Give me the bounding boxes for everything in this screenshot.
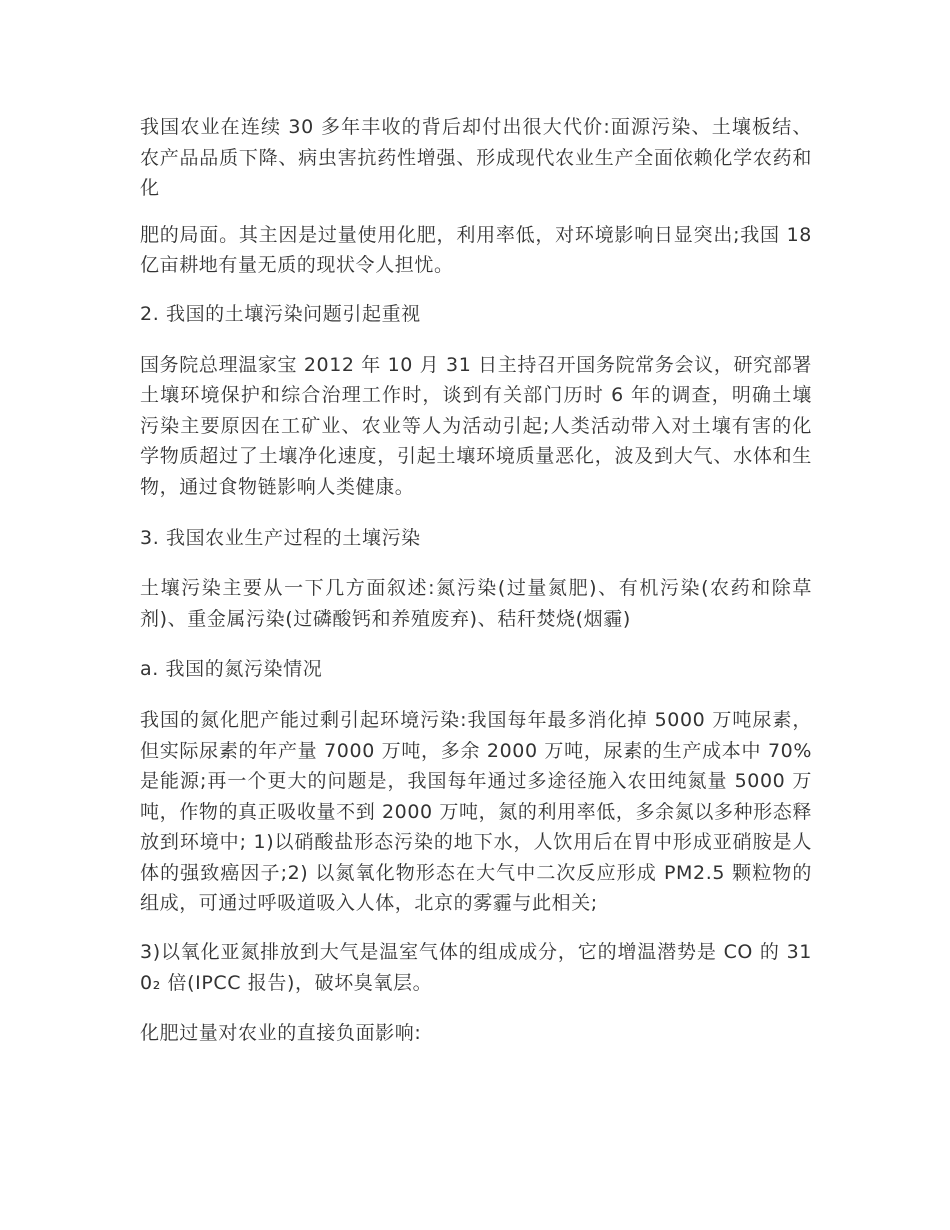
section-heading-soil-pollution-attention: 2. 我国的土壤污染问题引起重视	[140, 302, 421, 325]
section-heading-agricultural-soil-pollution: 3. 我国农业生产过程的土壤污染	[140, 526, 421, 549]
document-body	[140, 112, 812, 1069]
paragraph-state-council: 国务院总理温家宝 2012 年 10 月 31 日主持召开国务院常务会议，研究部署土壤环境保护和综合治理工作时，谈到有关部门历时 6 年的调查，明确土壤污染主要原因在工矿业、农业等人为活动引起;人类活动带入对土壤有害的化学物质超过了土壤净化速度，引起土壤环境质量恶化，波及到大气、水体和生物，通过食物链影响人类健康。	[140, 353, 812, 498]
paragraph-fertilizer-impact: 肥的局面。其主因是过量使用化肥，利用率低，对环境影响日显突出;我国 18 亿亩耕地有量无质的现状令人担忧。	[140, 223, 812, 277]
paragraph-intro: 我国农业在连续 30 多年丰收的背后却付出很大代价:面源污染、土壤板结、农产品品质下降、病虫害抗药性增强、形成现代农业生产全面依赖化学农药和化	[140, 116, 812, 200]
section-heading-nitrogen-pollution: a. 我国的氮污染情况	[140, 658, 323, 681]
paragraph-direct-negative-impact: 化肥过量对农业的直接负面影响:	[140, 1022, 422, 1045]
paragraph-nitrous-oxide: 3)以氧化亚氮排放到大气是温室气体的组成成分，它的增温潜势是 CO 的 310₂ 倍(IPCC 报告)，破坏臭氧层。	[140, 941, 812, 994]
paragraph-pollution-types: 土壤污染主要从一下几方面叙述:氮污染(过量氮肥)、有机污染(农药和除草剂)、重金属污染(过磷酸钙和养殖废弃)、秸秆焚烧(烟霾)	[140, 577, 812, 630]
paragraph-nitrogen-overcapacity: 我国的氮化肥产能过剩引起环境污染:我国每年最多消化掉 5000 万吨尿素，但实际尿素的年产量 7000 万吨，多余 2000 万吨，尿素的生产成本中 70%是能源;再一个更大的问题是，我国每年通过多途径施入农田纯氮量 5000 万吨，作物的真正吸收量不到 2000 万吨，氮的利用率低，多余氮以多种形态释放到环境中; 1)以硝酸盐形态污染的地下水，人饮用后在胃中形成亚硝胺是人体的强致癌因子;2) 以氮氧化物形态在大气中二次反应形成 PM2.5 颗粒物的组成，可通过呼吸道吸入人体，北京的雾霾与此相关;	[140, 708, 812, 915]
